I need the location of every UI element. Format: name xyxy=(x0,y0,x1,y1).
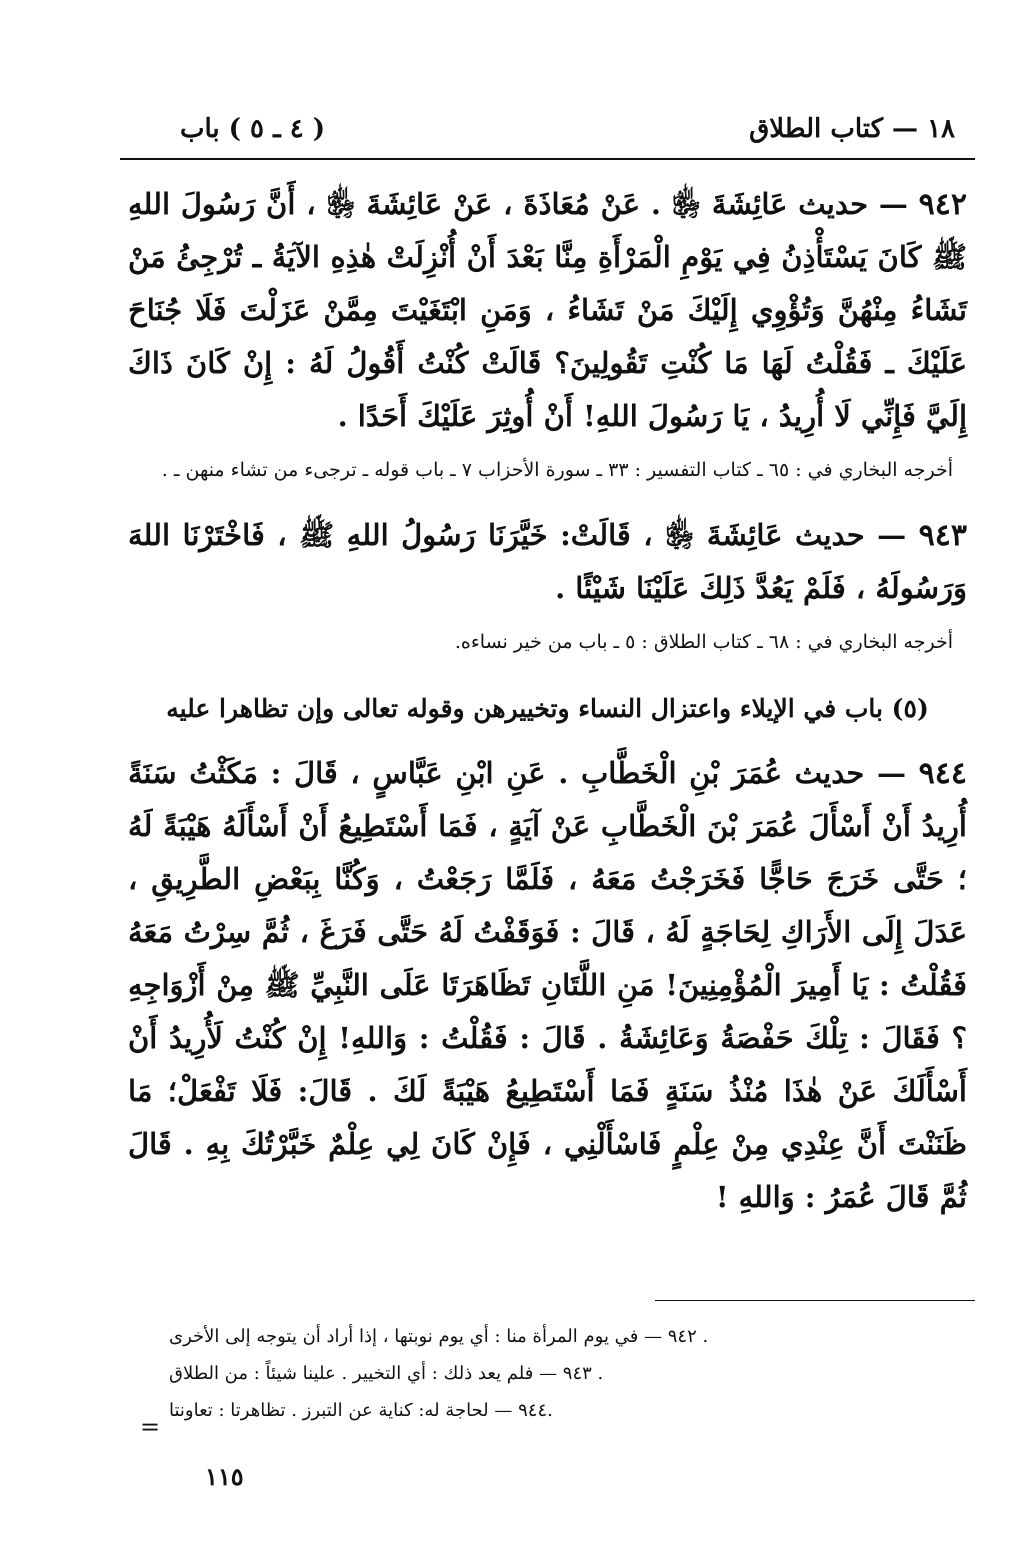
book-page xyxy=(120,100,975,1520)
hadith-text: — حديث عَائِشَةَ ﵂ . عَنْ مُعَاذَةَ ، عَنْ عَائِشَةَ ﵂ ، أَنَّ رَسُولَ اللهِ ﷺ كَانَ يَسْتَأْذِنُ فِي يَوْمِ الْمَرْأَةِ مِنَّا بَعْدَ أَنْ أُنْزِلَتْ هٰذِهِ الآيَةُ ـ تُرْجِئُ مَنْ تَشَاءُ مِنْهُنَّ وَتُؤْوِي إِلَيْكَ مَنْ تَشَاءُ ، وَمَنِ ابْتَغَيْتَ مِمَّنْ عَزَلْتَ فَلَا جُنَاحَ عَلَيْكَ ـ فَقُلْتُ لَهَا مَا كُنْتِ تَقُولِينَ؟ قَالَتْ كُنْتُ أَقُولُ لَهُ : إِنْ كَانَ ذَاكَ إِلَيَّ فَإِنِّي لَا أُرِيدُ ، يَا رَسُولَ اللهِ! أَنْ أُوثِرَ عَلَيْكَ أَحَدًا . xyxy=(128,187,967,433)
section-heading: ( ٤ ـ ٥ ) باب xyxy=(180,114,326,144)
hadith-text: — حديث عَائِشَةَ ﵂ ، قَالَتْ: خَيَّرَنَا رَسُولُ اللهِ ﷺ ، فَاخْتَرْنَا اللهَ وَرَسُولَهُ ، فَلَمْ يَعُدَّ ذَلِكَ عَلَيْنَا شَيْئًا . xyxy=(128,518,967,605)
hadith-944 xyxy=(128,747,967,1224)
chapter-heading: ١٨ — كتاب الطلاق xyxy=(749,114,955,144)
hadith-number: ٩٤٤ xyxy=(918,756,967,791)
hadith-text: — حديث عُمَرَ بْنِ الْخَطَّابِ . عَنِ ابْنِ عَبَّاسٍ ، قَالَ : مَكَثْتُ سَنَةً أُرِيدُ أَنْ أَسْأَلَ عُمَرَ بْنَ الْخَطَّابِ عَنْ آيَةٍ ، فَمَا أَسْتَطِيعُ أَنْ أَسْأَلَهُ هَيْبَةً لَهُ ؛ حَتَّى خَرَجَ حَاجًّا فَخَرَجْتُ مَعَهُ ، فَلَمَّا رَجَعْتُ ، وَكُنَّا بِبَعْضِ الطَّرِيقِ ، عَدَلَ إِلَى الأَرَاكِ لِحَاجَةٍ لَهُ ، قَالَ : فَوَقَفْتُ لَهُ حَتَّى فَرَغَ ، ثُمَّ سِرْتُ مَعَهُ فَقُلْتُ : يَا أَمِيرَ الْمُؤْمِنِينَ! مَنِ اللَّتَانِ تَظَاهَرَتَا عَلَى النَّبِيِّ ﷺ مِنْ أَزْوَاجِهِ ؟ فَقَالَ : تِلْكَ حَفْصَةُ وَعَائِشَةُ . قَالَ : فَقُلْتُ : وَاللهِ! إِنْ كُنْتُ لَأُرِيدُ أَنْ أَسْأَلَكَ عَنْ هٰذَا مُنْذُ سَنَةٍ فَمَا أَسْتَطِيعُ هَيْبَةً لَكَ . قَالَ: فَلَا تَفْعَلْ؛ مَا ظَنَنْتَ أَنَّ عِنْدِي مِنْ عِلْمٍ فَاسْأَلْنِي ، فَإِنْ كَانَ لِي عِلْمٌ خَبَّرْتُكَ بِهِ . قَالَ ثُمَّ قَالَ عُمَرُ : وَاللهِ ! xyxy=(128,756,967,1214)
takhrij-943: أخرجه البخاري في : ٦٨ ـ كتاب الطلاق : ٥ ـ باب من خير نساءه. xyxy=(454,631,953,653)
takhrij-942: أخرجه البخاري في : ٦٥ ـ كتاب التفسير : ٣٣ ـ سورة الأحزاب ٧ ـ باب قوله ـ ترجىء من تشاء منهن ـ . xyxy=(161,459,953,481)
footnote-divider xyxy=(655,1300,975,1301)
footnote-942: ٩٤٢ — في يوم المرأة منا : أي يوم نوبتها ، إذا أراد أن يتوجه إلى الأخرى . xyxy=(169,1326,709,1347)
running-head xyxy=(120,100,975,160)
hadith-number: ٩٤٣ xyxy=(918,518,967,553)
footnote-944: ٩٤٤ — لحاجة له: كناية عن التبرز . تظاهرتا : تعاونتا. xyxy=(169,1400,553,1421)
hadith-942 xyxy=(128,178,967,443)
hadith-943 xyxy=(128,509,967,615)
continuation-mark: = xyxy=(140,1413,161,1441)
footnotes xyxy=(169,1318,929,1429)
bab-title: (٥) باب في الإيلاء واعتزال النساء وتخييرهن وقوله تعالى وإن تظاهرا عليه xyxy=(166,694,929,723)
hadith-number: ٩٤٢ xyxy=(918,187,967,222)
footnote-943: ٩٤٣ — فلم يعد ذلك : أي التخيير . علينا شيئاً : من الطلاق . xyxy=(169,1363,604,1384)
page-number: ١١٥ xyxy=(205,1462,244,1491)
